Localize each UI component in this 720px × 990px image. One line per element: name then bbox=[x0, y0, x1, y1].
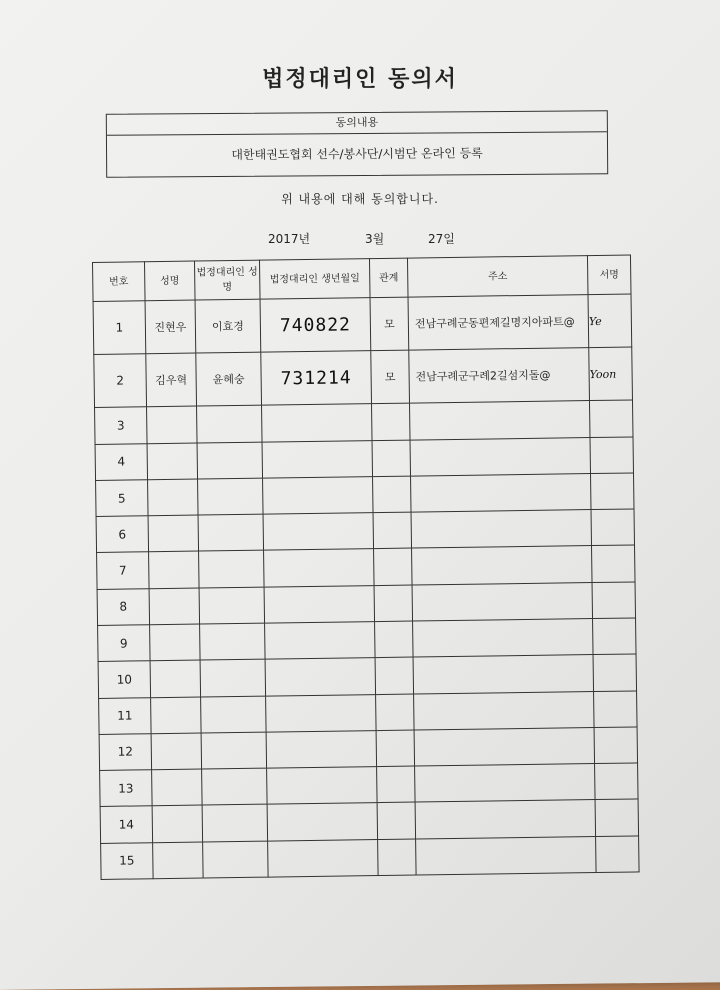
row-name bbox=[150, 660, 201, 697]
row-name bbox=[148, 515, 199, 552]
row-signature bbox=[590, 437, 634, 474]
row-address bbox=[416, 836, 596, 875]
row-relation bbox=[376, 694, 415, 731]
row-guardian-birthdate bbox=[267, 803, 377, 841]
row-number: 8 bbox=[97, 588, 150, 625]
row-guardian-name bbox=[197, 442, 263, 479]
row-number: 13 bbox=[100, 770, 153, 807]
row-signature bbox=[589, 400, 633, 437]
header-guardian-name: 법정대리인 성명 bbox=[194, 260, 260, 300]
agreement-statement: 위 내용에 대해 동의합니다. bbox=[281, 192, 439, 206]
row-name: 진현우 bbox=[145, 300, 196, 354]
row-guardian-birthdate bbox=[265, 658, 375, 696]
row-signature bbox=[593, 618, 637, 655]
row-guardian-birthdate bbox=[266, 694, 376, 732]
row-guardian-name bbox=[197, 406, 263, 443]
row-name bbox=[152, 805, 203, 842]
row-relation bbox=[373, 512, 412, 549]
row-number: 11 bbox=[99, 697, 152, 734]
row-address bbox=[410, 437, 590, 476]
row-number: 6 bbox=[96, 516, 149, 553]
row-name bbox=[151, 733, 202, 770]
signatory-table-wrapper bbox=[92, 254, 639, 879]
row-guardian-birthdate bbox=[262, 440, 372, 478]
row-address bbox=[413, 655, 593, 694]
row-name bbox=[149, 552, 200, 589]
consent-content: 대한태권도협회 선수/봉사단/시범단 온라인 등록 bbox=[231, 146, 483, 162]
row-name bbox=[150, 624, 201, 661]
row-address bbox=[410, 401, 590, 440]
row-relation bbox=[377, 802, 416, 839]
row-number: 9 bbox=[98, 625, 151, 662]
row-address bbox=[412, 546, 592, 585]
row-guardian-name: 이효경 bbox=[195, 299, 261, 353]
row-number: 5 bbox=[96, 480, 149, 517]
row-guardian-name bbox=[198, 478, 264, 515]
row-signature bbox=[593, 654, 637, 691]
row-address bbox=[411, 510, 591, 549]
row-number: 10 bbox=[98, 661, 151, 698]
row-name bbox=[147, 406, 198, 443]
consent-box bbox=[106, 110, 608, 178]
row-signature: Yoon bbox=[589, 347, 633, 401]
row-relation bbox=[372, 440, 411, 477]
header-relation: 관계 bbox=[369, 258, 408, 298]
row-signature: Ye bbox=[588, 294, 632, 348]
header-address: 주소 bbox=[407, 256, 588, 298]
document-title: 법정대리인 동의서 bbox=[262, 67, 458, 92]
row-number: 15 bbox=[101, 842, 154, 879]
row-name bbox=[149, 588, 200, 625]
row-address bbox=[414, 727, 594, 766]
consent-header: 동의내용 bbox=[107, 111, 607, 135]
row-signature bbox=[594, 690, 638, 727]
row-guardian-birthdate bbox=[262, 404, 372, 442]
row-relation bbox=[378, 839, 417, 876]
row-relation: 모 bbox=[370, 297, 409, 351]
row-address: 전남구례군구례2길섬지돌@ bbox=[409, 348, 590, 404]
row-guardian-name bbox=[200, 659, 266, 696]
row-address bbox=[413, 619, 593, 658]
row-number: 4 bbox=[95, 443, 148, 480]
row-address bbox=[411, 473, 591, 512]
table-row bbox=[94, 347, 633, 408]
row-guardian-birthdate bbox=[263, 513, 373, 551]
row-address bbox=[412, 582, 592, 621]
row-guardian-name bbox=[201, 696, 267, 733]
row-guardian-birthdate bbox=[267, 767, 377, 805]
row-number: 12 bbox=[99, 734, 152, 771]
header-name: 성명 bbox=[145, 261, 196, 301]
row-signature bbox=[591, 473, 635, 510]
row-guardian-birthdate: 731214 bbox=[261, 351, 372, 406]
date-month: 3월 bbox=[365, 232, 385, 246]
row-guardian-name: 윤혜숭 bbox=[196, 352, 262, 406]
row-relation bbox=[375, 657, 414, 694]
row-relation bbox=[373, 476, 412, 513]
row-guardian-name bbox=[200, 623, 266, 660]
row-signature bbox=[592, 545, 636, 582]
row-signature bbox=[596, 836, 640, 873]
row-name bbox=[152, 769, 203, 806]
row-address bbox=[415, 800, 595, 839]
row-relation bbox=[376, 730, 415, 767]
row-signature bbox=[595, 799, 639, 836]
row-relation bbox=[374, 585, 413, 622]
row-relation: 모 bbox=[371, 350, 410, 404]
row-guardian-birthdate bbox=[268, 839, 378, 877]
table-row bbox=[101, 836, 639, 880]
row-guardian-name bbox=[202, 804, 268, 841]
row-guardian-birthdate bbox=[266, 730, 376, 768]
row-name bbox=[151, 697, 202, 734]
row-guardian-name bbox=[199, 551, 265, 588]
row-guardian-name bbox=[198, 514, 264, 551]
row-signature bbox=[595, 763, 639, 800]
header-number: 번호 bbox=[93, 262, 146, 302]
row-guardian-birthdate bbox=[263, 477, 373, 515]
date-day: 27일 bbox=[428, 232, 455, 246]
row-signature bbox=[592, 582, 636, 619]
date-year: 2017년 bbox=[268, 232, 311, 246]
row-number: 1 bbox=[93, 301, 146, 355]
row-relation bbox=[372, 403, 411, 440]
row-name bbox=[153, 842, 204, 879]
row-number: 2 bbox=[94, 354, 147, 408]
row-number: 3 bbox=[95, 407, 148, 444]
row-name: 김우혁 bbox=[146, 353, 197, 407]
row-guardian-name bbox=[203, 841, 269, 878]
row-number: 14 bbox=[100, 806, 153, 843]
row-relation bbox=[377, 766, 416, 803]
header-guardian-birthdate: 법정대리인 생년월일 bbox=[259, 259, 370, 300]
row-signature bbox=[594, 727, 638, 764]
signatory-table bbox=[92, 254, 640, 879]
row-name bbox=[147, 443, 198, 480]
row-number: 7 bbox=[97, 552, 150, 589]
row-guardian-name bbox=[201, 732, 267, 769]
row-address bbox=[415, 764, 595, 803]
row-guardian-birthdate bbox=[264, 549, 374, 587]
row-guardian-birthdate: 740822 bbox=[260, 298, 371, 353]
row-address bbox=[414, 691, 594, 730]
row-signature bbox=[591, 509, 635, 546]
row-address: 전남구례군동편제길명지아파트@ bbox=[408, 295, 589, 351]
table-row bbox=[93, 294, 632, 355]
header-signature: 서명 bbox=[587, 255, 631, 295]
row-relation bbox=[374, 549, 413, 586]
row-guardian-name bbox=[202, 768, 268, 805]
row-name bbox=[148, 479, 199, 516]
row-relation bbox=[375, 621, 414, 658]
row-guardian-name bbox=[199, 587, 265, 624]
row-guardian-birthdate bbox=[265, 622, 375, 660]
row-guardian-birthdate bbox=[264, 585, 374, 623]
